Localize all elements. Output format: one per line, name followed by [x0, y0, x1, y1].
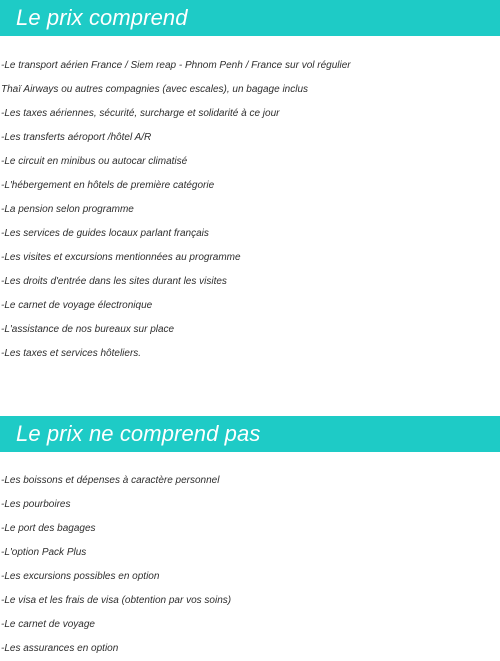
list-item: -Les taxes aériennes, sécurité, surcharge et solidarité à ce jour — [1, 108, 280, 119]
list-item: -Les transferts aéroport /hôtel A/R — [1, 132, 152, 143]
list-item: -Les boissons et dépenses à caractère personnel — [1, 475, 220, 486]
list-item: Thaï Airways ou autres compagnies (avec escales), un bagage inclus — [1, 84, 309, 95]
price-excludes-list — [0, 469, 500, 661]
list-item: -Les taxes et services hôteliers. — [1, 348, 142, 359]
list-item: -Le transport aérien France / Siem reap - Phnom Penh / France sur vol régulier — [1, 60, 351, 71]
price-includes-banner — [0, 0, 500, 36]
price-excludes-title: Le prix ne comprend pas — [16, 421, 261, 446]
list-item: -Le circuit en minibus ou autocar climatisé — [1, 156, 188, 167]
list-item: -Les services de guides locaux parlant français — [1, 228, 209, 239]
list-item: -Les excursions possibles en option — [1, 571, 160, 582]
list-item: -Le carnet de voyage électronique — [1, 300, 153, 311]
list-item: -Les pourboires — [1, 499, 71, 510]
list-item: -L'hébergement en hôtels de première catégorie — [1, 180, 215, 191]
list-item: -Les droits d'entrée dans les sites durant les visites — [1, 276, 227, 287]
list-item: -Le port des bagages — [1, 523, 96, 534]
list-item: -L'option Pack Plus — [1, 547, 87, 558]
list-item: -Les visites et excursions mentionnées au programme — [1, 252, 241, 263]
price-excludes-section — [0, 416, 500, 661]
price-includes-title: Le prix comprend — [16, 5, 188, 30]
list-item: -La pension selon programme — [1, 204, 134, 215]
list-item: -L'assistance de nos bureaux sur place — [1, 324, 175, 335]
price-includes-list — [0, 54, 500, 366]
price-excludes-banner — [0, 416, 500, 452]
list-item: -Les assurances en option — [1, 643, 119, 654]
list-item: -Le visa et les frais de visa (obtention par vos soins) — [1, 595, 232, 606]
list-item: -Le carnet de voyage — [1, 619, 95, 630]
